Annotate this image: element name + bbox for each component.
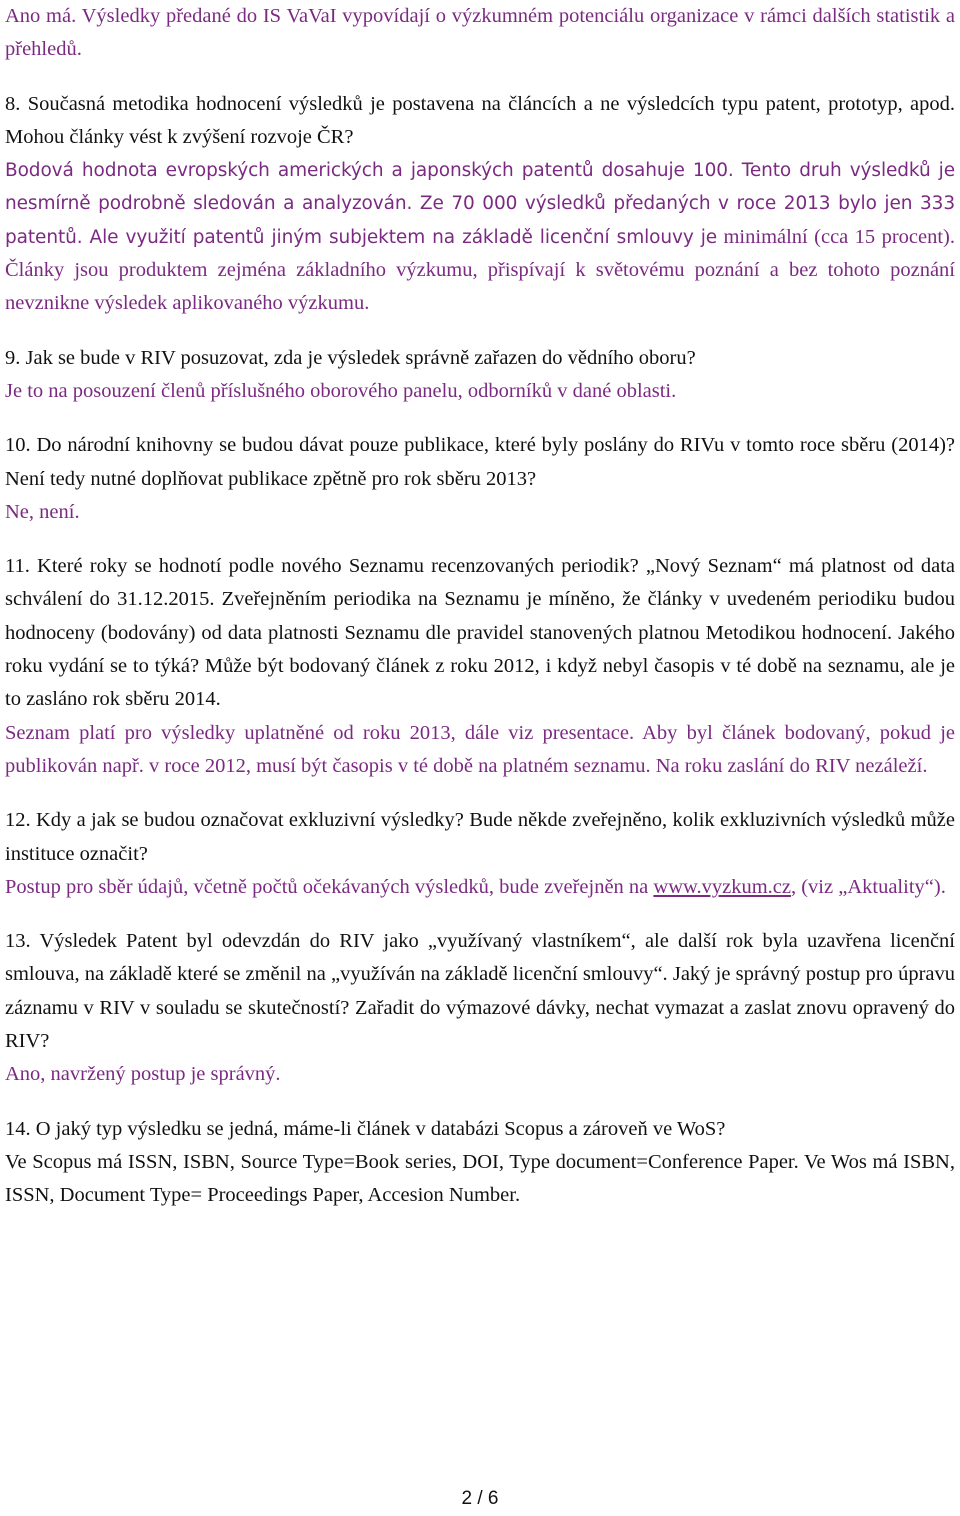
answer-11: Seznam platí pro výsledky uplatněné od roku 2013, dále viz presentace. Aby byl článek bodovaný, pokud je publikován např. v roce 2012, musí být časopis v té době na platném seznamu. Na roku zaslání do RIV nezáleží. <box>5 721 955 777</box>
answer-13: Ano, navržený postup je správný. <box>5 1063 281 1086</box>
question-14: 14. O jaký typ výsledku se jedná, máme-li článek v databázi Scopus a zároveň ve WoS? <box>5 1117 726 1140</box>
question-9-block <box>5 342 955 409</box>
question-10: 10. Do národní knihovny se budou dávat pouze publikace, které byly poslány do RIVu v tomto roce sběru (2014)? Není tedy nutné doplňovat publikace zpětně pro rok sběru 2013? <box>5 434 955 490</box>
vyzkum-link[interactable]: www.vyzkum.cz <box>653 875 791 898</box>
answer-12-text: Postup pro sběr údajů, včetně počtů očekávaných výsledků, bude zveřejněn na <box>5 875 649 898</box>
answer-8-part2: minimální (cca 15 procent). Články jsou produktem zejména základního výzkumu, přispívají k světovému poznání a bez tohoto poznání nevznikne výsledek aplikovaného výzkumu. <box>5 225 956 315</box>
question-8-block <box>5 88 955 321</box>
question-13: 13. Výsledek Patent byl odevzdán do RIV jako „využívaný vlastníkem“, ale další rok byla uzavřena licenční smlouva, na základě které se změnil na „využíván na základě licenční smlouvy“. Jaký je správný postup pro úpravu záznamu v RIV v souladu se skutečností? Zařadit do výmazové dávky, nechat vymazat a zaslat znovu opravený do RIV? <box>5 930 955 1053</box>
question-12-block <box>5 804 955 904</box>
answer-10: Ne, není. <box>5 500 80 523</box>
question-14-block <box>5 1113 955 1213</box>
question-9: 9. Jak se bude v RIV posuzovat, zda je výsledek správně zařazen do vědního oboru? <box>5 346 696 369</box>
answer-14: Ve Scopus má ISSN, ISBN, Source Type=Book series, DOI, Type document=Conference Paper. Ve Wos má ISBN, ISSN, Document Type= Proceedings Paper, Accesion Number. <box>5 1150 955 1207</box>
question-11-block <box>5 550 955 783</box>
question-13-block <box>5 925 955 1091</box>
question-12: 12. Kdy a jak se budou označovat exkluzivní výsledky? Bude někde zveřejněno, kolik exkluzivních výsledků může instituce označit? <box>5 809 955 865</box>
answer-9: Je to na posouzení členů příslušného oborového panelu, odborníků v dané oblasti. <box>5 379 677 402</box>
question-8: 8. Současná metodika hodnocení výsledků je postavena na článcích a ne výsledcích typu patent, prototyp, apod. Mohou články vést k zvýšení rozvoje ČR? <box>5 92 955 148</box>
page-number: 2 / 6 <box>461 1488 499 1509</box>
intro-answer: Ano má. Výsledky předané do IS VaVaI vypovídají o výzkumném potenciálu organizace v rámci dalších statistik a přehledů. <box>5 5 955 61</box>
answer-8-part1: Bodová hodnota evropských amerických a japonských patentů dosahuje 100. Tento druh výsledků je nesmírně podrobně sledován a analyzován. Ze 70 000 výsledků předaných v roce 2013 bylo jen 333 patentů. Ale využití patentů jiným subjektem na základě licenční smlouvy je <box>5 160 955 248</box>
question-11: 11. Které roky se hodnotí podle nového Seznamu recenzovaných periodik? „Nový Seznam“ má platnost od data schválení do 31.12.2015. Zveřejněním periodika na Seznamu je míněno, že články v uvedeném periodiku budou hodnoceny (bodovány) od data platnosti Seznamu dle pravidel stanovených platnou Metodikou hodnocení. Jakého roku vydání se to týká? Může být bodovaný článek z roku 2012, i když nebyl časopis v té době na seznamu, ale je to zasláno rok sběru 2014. <box>5 555 955 711</box>
answer-12 <box>5 871 955 904</box>
answer-8 <box>5 154 955 320</box>
answer-12-tail: , (viz „Aktuality“). <box>790 875 946 898</box>
question-10-block <box>5 429 955 529</box>
document-body <box>5 0 955 1234</box>
